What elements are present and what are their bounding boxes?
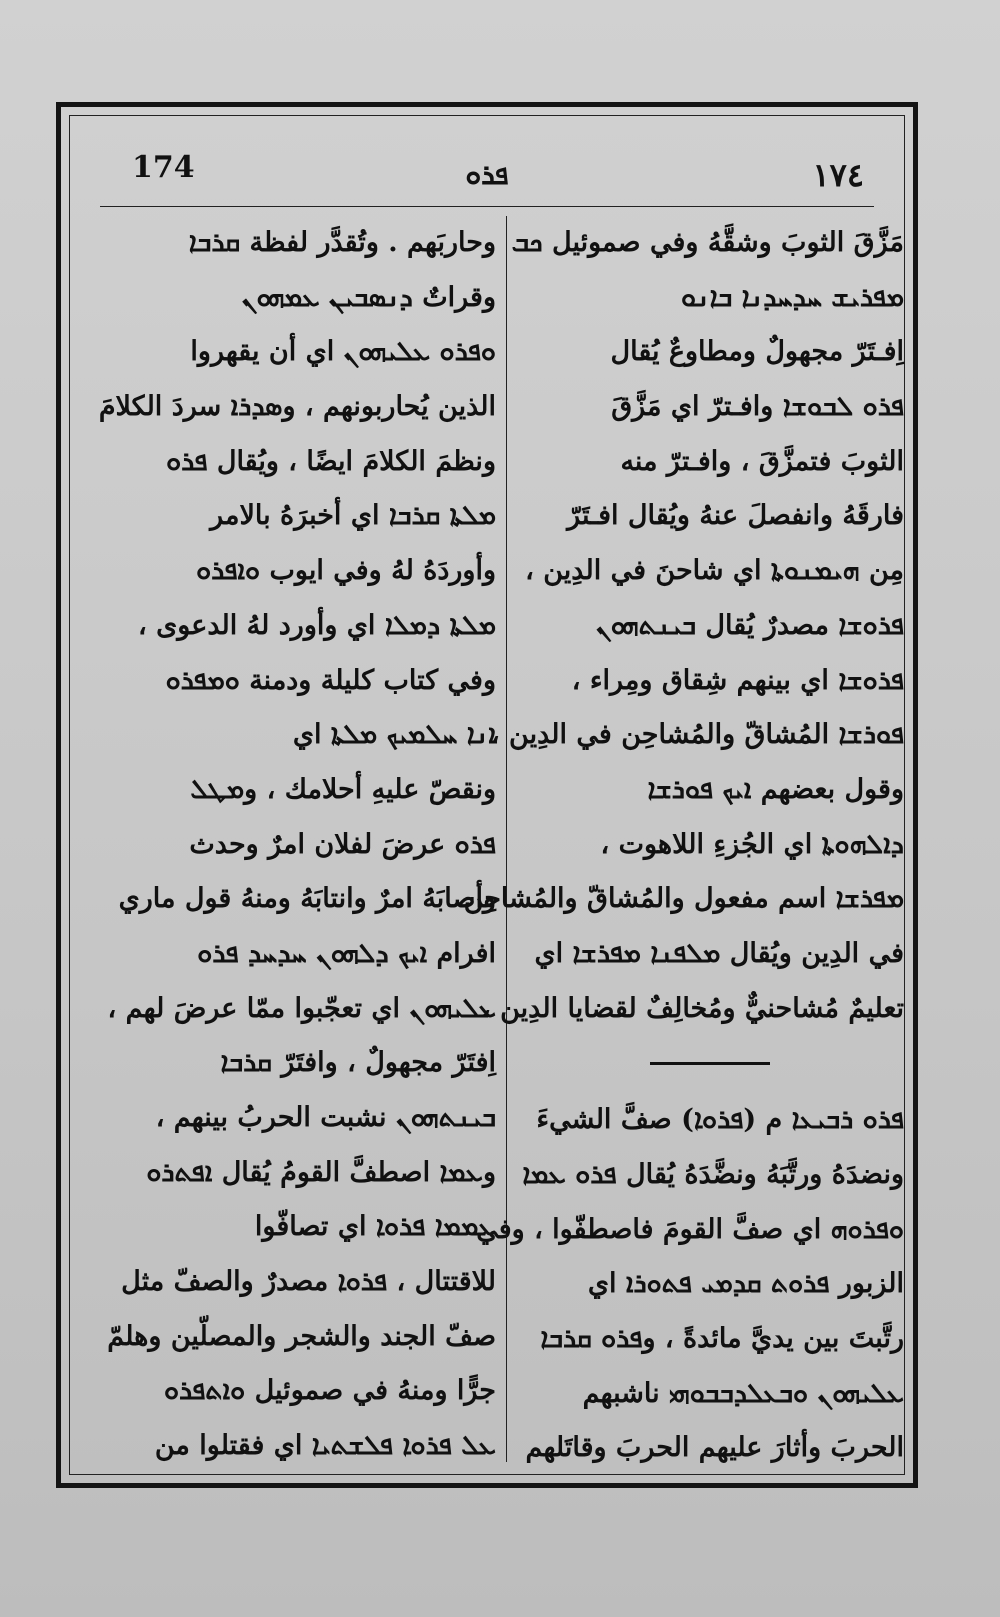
text-line: ونقصّ عليهِ أحلامك ، وܡܛܠ (190, 773, 496, 805)
text-line: في الدِين ويُقال ܡܠܦܢܐ ܡܦܪܫܐ اي (534, 937, 904, 969)
text-line: جرًّا ومنهُ في صموئيل ܘܐܬܦܪܘ (163, 1375, 496, 1407)
inner-frame (69, 115, 905, 1475)
text-line: وقراتٌ ܕܢܣܒܝܢ ܥܡܗܘܢ (241, 281, 496, 313)
page-number-latin: 174 (132, 150, 195, 185)
right-column (463, 216, 904, 1476)
text-line: ܘܦܪܘ ܥܠܝܗܘܢ اي أن يقهروا (190, 336, 496, 368)
text-line: ܦܪܘ عرضَ لفلان امرٌ وحدث (189, 828, 496, 860)
text-line: افرام ܐܝܟ ܕܠܗܘܢ ܚܕܚܕ ܦܪܘ (197, 937, 496, 969)
entry-separator-rule (650, 1062, 770, 1065)
text-line: ܥܡܡܐ ܦܪܘܐ اي تصافّوا (254, 1211, 496, 1243)
text-line: ܦܘܪܫܐ المُشاقّ والمُشاحِن في الدِين ، (490, 719, 904, 751)
text-line: مَزَّقَ الثوبَ وشقَّهُ وفي صموئيل ܟܒ (511, 227, 904, 258)
running-head: ܦܪܘ (465, 158, 509, 191)
page-header (70, 116, 904, 206)
text-line: ܡܦܪܝܫ ܚܕܚܕܢܐ ܒܐܢܘ (681, 281, 904, 313)
text-line: فارقَهُ وانفصلَ عنهُ ويُقال افـتَرّ (567, 500, 904, 532)
text-line: ܦܪܘ ܠܒܘܫܐ وافـترّ اي مَزَّقَ (611, 391, 904, 423)
text-line: ܡܦܪܫܐ اسم مفعول والمُشاقّ والمُشاحِن (463, 883, 904, 915)
text-line: اِفـتَرّ مجهولٌ ومطاوعٌ يُقال (610, 336, 904, 368)
text-line: ونظمَ الكلامَ ايضًا ، ويُقال ܦܪܘ (166, 445, 496, 477)
text-line: ܥܠܝܗܘܢ اي تعجّبوا ممّا عرضَ لهم ، (107, 992, 496, 1024)
text-line: الزبور ܦܪܘܬ ܩܕܡܝ ܦܬܘܪܐ اي (587, 1268, 904, 1300)
text-line: ܥܠܝܗܘܢ ܘܒܥܠܕܒܒܘܗܝ ناشبهم (582, 1377, 904, 1409)
page-frame (56, 102, 918, 1488)
text-line: ܦܪܘܫܐ اي بينهم شِقاق ومِراء ، (571, 664, 904, 696)
text-line: ܕܐܠܗܘܬܐ اي الجُزءِ اللاهوت ، (600, 828, 904, 860)
text-line: وقول بعضهم ܐܝܟ ܦܘܪܫܐ (647, 773, 904, 805)
text-line: ܥܠ ܦܪܘܐ ܦܠܫܬܝܐ اي فقتلوا من (154, 1430, 496, 1462)
text-line: تعليمٌ مُشاحنيٌّ ومُخالِفٌ لقضايا الدِين ، (482, 992, 904, 1024)
text-line: ܦܪܘ ܪܒܝܥܐ م (ܦܪܘܐ) صفَّ الشيءَ (536, 1104, 904, 1136)
text-line: وأوردَهُ لهُ وفي ايوب ܘܐܦܪܘ (196, 555, 496, 587)
text-line: الحربَ وأثارَ عليهم الحربَ وقاتَلهم (525, 1432, 904, 1464)
text-line: ܡܠܬܐ ܕܡܠܐ اي وأورد لهُ الدعوى ، (138, 609, 496, 641)
text-line: صفّ الجند والشجر والمصلّين وهلمّ (107, 1320, 496, 1352)
text-line: للاقتتال ، ܦܪܘܐ مصدرٌ والصفّ مثل (121, 1266, 496, 1298)
text-line: ܦܪܘܫܐ مصدرٌ يُقال ܒܝܢܬܗܘܢ (595, 609, 904, 641)
text-line: الثوبَ فتمزَّقَ ، وافـترّ منه (620, 445, 904, 477)
text-line: وأصابَهُ امرٌ وانتابَهُ ومنهُ قول ماري (118, 883, 496, 915)
left-column (96, 216, 496, 1474)
text-line: ܐܢܐ ܚܠܡܝܟ ܡܠܬܐ اي (292, 719, 496, 751)
text-line: الذين يُحاربونهم ، وܣܕܪܐ سردَ الكلامَ (98, 391, 496, 423)
text-line: ܡܠܬܐ ܩܪܒܐ اي أخبرَهُ بالامر (210, 500, 496, 532)
column-divider (506, 216, 507, 1462)
text-line: اِفتَرّ مجهولٌ ، وافتَرّ ܩܪܒܐ (220, 1047, 496, 1079)
text-line: وفي كتاب كليلة ودمنة ܘܡܦܪܘ (165, 664, 496, 696)
text-line: ونضدَهُ ورتَّبَهُ ونضَّدَهُ يُقال ܦܪܘ ܥܡܐ (522, 1159, 904, 1190)
text-line: مِن ܗܝܡܢܘܬܐ اي شاحنَ في الدِين ، (525, 555, 904, 587)
text-line: ܘܦܪܘܗ اي صفَّ القومَ فاصطفّوا ، وفي (476, 1213, 904, 1245)
text-line: رتَّبتَ بين يديَّ مائدةً ، وܦܪܘ ܩܪܒܐ (540, 1323, 904, 1355)
page-number-arabic: ١٧٤ (812, 156, 864, 194)
header-rule (100, 206, 874, 207)
text-line: ܒܝܢܬܗܘܢ نشبت الحربُ بينهم ، (155, 1102, 496, 1133)
text-line: وܥܡܐ اصطفَّ القومُ يُقال ܐܦܬܪܘ (146, 1156, 496, 1188)
text-line: وحاربَهم . وتُقدَّر لفظة ܩܪܒܐ (188, 227, 496, 258)
